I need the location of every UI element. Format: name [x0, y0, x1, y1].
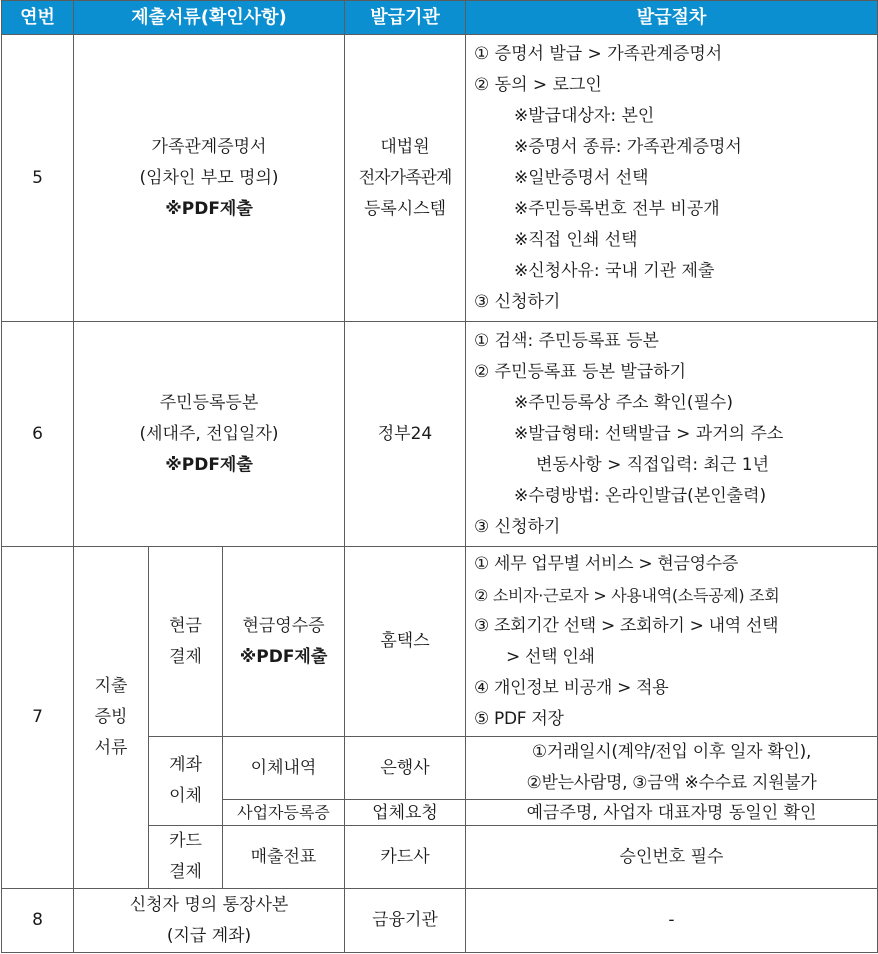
card-issuer: 카드사	[345, 826, 466, 889]
procedure-step: ③ 신청하기	[474, 516, 561, 537]
category-line: 증빙	[94, 707, 128, 727]
procedure-note: 변동사항 > 직접입력: 최근 1년	[536, 454, 770, 475]
card-method	[149, 826, 223, 889]
procedure-note: ※직접 인쇄 선택	[514, 229, 638, 250]
method-line: 현금	[169, 615, 202, 636]
row-8-doc-detail: (지급 계좌)	[166, 925, 252, 946]
method-line: 이체	[169, 786, 202, 806]
header-issuer: 발급기관	[345, 1, 466, 35]
procedure-note: ※신청사유: 국내 기관 제출	[514, 260, 715, 281]
procedure-note: ※증명서 종류: 가족관계증명서	[514, 136, 742, 157]
procedure-note: ※수령방법: 온라인발급(본인출력)	[514, 485, 767, 506]
table-row-7-cash	[2, 547, 878, 737]
procedure-step: ⑤ PDF 저장	[474, 708, 564, 729]
method-line: 결제	[169, 862, 202, 882]
card-procedure: 승인번호 필수	[466, 826, 878, 889]
transfer-issuer: 은행사	[345, 737, 466, 800]
card-document: 매출전표	[223, 826, 345, 889]
category-line: 지출	[94, 676, 128, 696]
procedure-step: ②받는사람명, ③금액 ※수수료 지원불가	[526, 773, 817, 793]
header-procedure: 발급절차	[466, 1, 878, 35]
procedure-step: ② 동의 > 로그인	[474, 74, 602, 95]
procedure-note: ※발급형태: 선택발급 > 과거의 주소	[514, 423, 784, 444]
header-row	[2, 1, 878, 35]
cash-procedure	[466, 547, 878, 737]
document-table	[1, 0, 878, 953]
cash-issuer: 홈택스	[345, 547, 466, 737]
row-5-doc-title: 가족관계증명서	[151, 136, 267, 157]
row-5-document	[74, 35, 345, 322]
category-line: 서류	[94, 738, 128, 758]
row-8-document	[74, 889, 345, 953]
transfer-document: 이체내역	[223, 737, 345, 800]
procedure-step: ① 증명서 발급 > 가족관계증명서	[474, 43, 723, 64]
transfer-procedure	[466, 737, 878, 800]
header-document: 제출서류(확인사항)	[74, 1, 345, 35]
business-issuer: 업체요청	[345, 800, 466, 826]
table-row-5	[2, 35, 878, 322]
row-7-category	[74, 547, 149, 889]
row-6-procedure	[466, 322, 878, 547]
procedure-note: ※주민등록번호 전부 비공개	[514, 198, 720, 219]
row-6-number: 6	[2, 322, 74, 547]
procedure-step: ① 검색: 주민등록표 등본	[474, 330, 659, 351]
method-line: 계좌	[169, 755, 202, 775]
procedure-step: ② 주민등록표 등본 발급하기	[474, 361, 687, 382]
row-5-doc-owner: (임차인 부모 명의)	[139, 167, 279, 188]
procedure-step: ④ 개인정보 비공개 > 적용	[474, 677, 669, 698]
procedure-step: ③ 신청하기	[474, 291, 561, 312]
row-5-issuer-line: 전자가족관계	[358, 167, 452, 188]
row-6-document	[74, 322, 345, 547]
procedure-note: ※발급대상자: 본인	[514, 105, 655, 126]
transfer-method	[149, 737, 223, 826]
row-8-number: 8	[2, 889, 74, 953]
row-5-procedure	[466, 35, 878, 322]
row-6-doc-note: ※PDF제출	[165, 454, 253, 475]
row-8-procedure: -	[466, 889, 878, 953]
cash-method	[149, 547, 223, 737]
table-row-6	[2, 322, 878, 547]
procedure-step: ② 소비자·근로자 > 사용내역(소득공제) 조회	[474, 585, 780, 605]
row-6-doc-title: 주민등록등본	[159, 392, 259, 413]
procedure-step: > 선택 인쇄	[506, 646, 595, 667]
row-5-doc-note: ※PDF제출	[165, 198, 253, 219]
procedure-step: ①거래일시(계약/전입 이후 일자 확인),	[531, 742, 812, 762]
row-8-issuer: 금융기관	[345, 889, 466, 953]
method-line: 결제	[169, 646, 202, 667]
row-6-issuer: 정부24	[345, 322, 466, 547]
method-line: 카드	[169, 831, 202, 851]
cash-doc-title: 현금영수증	[242, 615, 325, 636]
cash-document	[223, 547, 345, 737]
header-no: 연번	[2, 1, 74, 35]
row-6-doc-detail: (세대주, 전입일자)	[139, 423, 279, 444]
row-5-issuer	[345, 35, 466, 322]
row-5-number: 5	[2, 35, 74, 322]
procedure-step: ③ 조회기간 선택 > 조회하기 > 내역 선택	[474, 615, 779, 636]
procedure-note: ※일반증명서 선택	[514, 167, 649, 188]
row-8-doc-title: 신청자 명의 통장사본	[129, 894, 289, 915]
procedure-step: ① 세무 업무별 서비스 > 현금영수증	[474, 553, 738, 574]
table-row-8	[2, 889, 878, 953]
row-5-issuer-line: 대법원	[380, 136, 430, 157]
cash-doc-note: ※PDF제출	[239, 646, 328, 667]
row-7-number: 7	[2, 547, 74, 889]
business-document: 사업자등록증	[223, 800, 345, 826]
procedure-note: ※주민등록상 주소 확인(필수)	[514, 392, 733, 413]
business-procedure: 예금주명, 사업자 대표자명 동일인 확인	[466, 800, 878, 826]
row-5-issuer-line: 등록시스템	[363, 198, 447, 219]
